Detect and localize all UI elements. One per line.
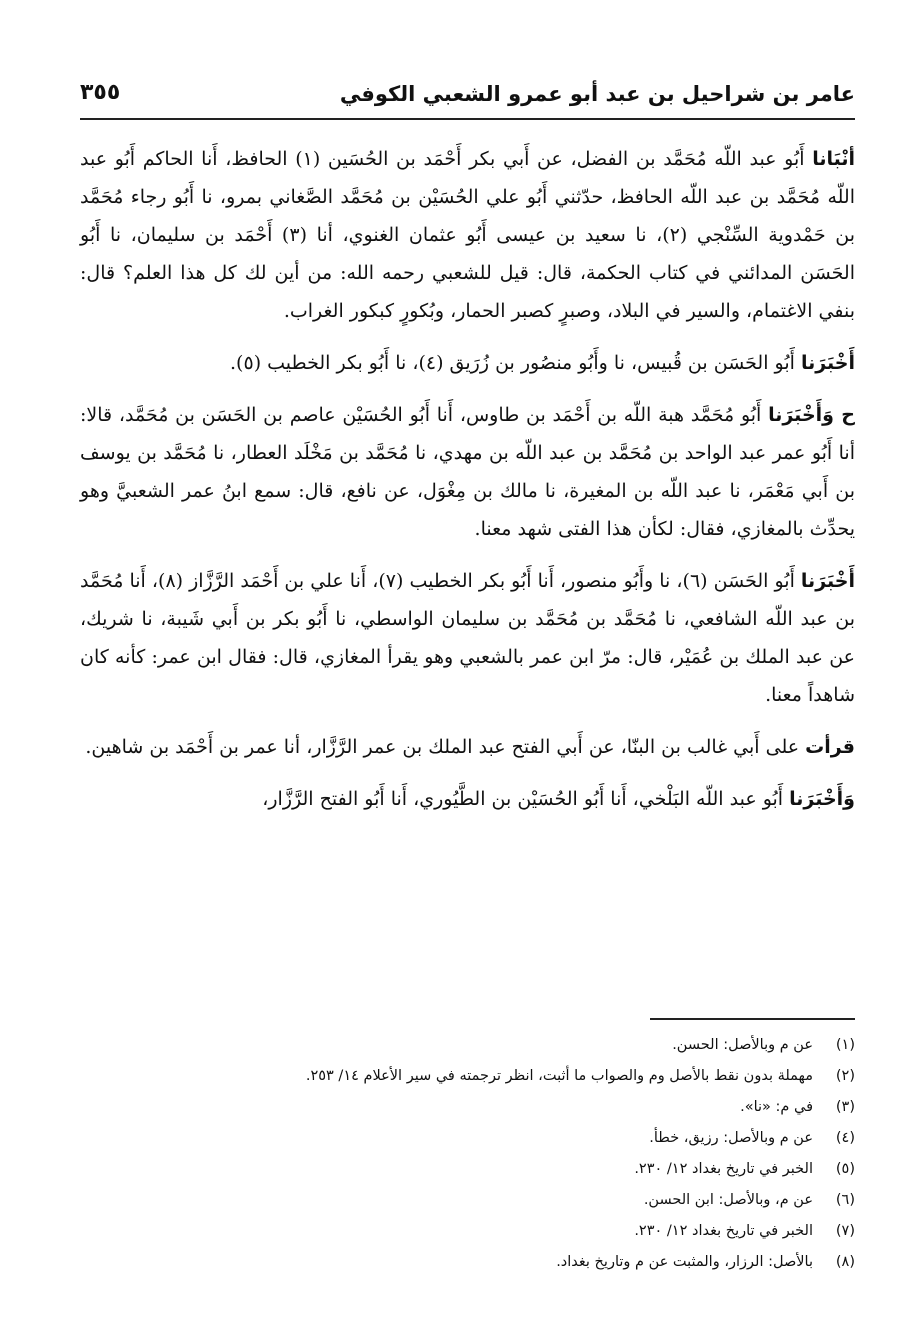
footnote-text: الخبر في تاريخ بغداد ١٢/ ٢٣٠. — [634, 1223, 813, 1239]
paragraph-text: أَبُو عبد اللّه مُحَمَّد بن الفضل، عن أَبي بكر أَحْمَد بن الحُسَين (١) الحافظ، أَنا الحاكم أَبُو عبد اللّه مُحَمَّد بن عبد اللّه الحافظ، حدّثني أَبُو علي الحُسَيْن بن مُحَمَّد الصَّغاني بمرو، نا أَبُو رجاء مُحَمَّد بن حَمْدوية السِّنْجي (٢)، نا سعيد بن عيسى أَبُو عثمان الغنوي، أنا (٣) أَحْمَد بن سليمان، نا أَبُو الحَسَن المدائني في كتاب الحكمة، قال: قيل للشعبي رحمه الله: من أين لك كل هذا العلم؟ قال: بنفي الاغتمام، والسير في البلاد، وصبرٍ كصبر الحمار، وبُكورٍ كبكور الغراب. — [80, 148, 855, 322]
paragraph-text: على أَبي غالب بن البنّا، عن أَبي الفتح عبد الملك بن عمر الرَّزَّار، أنا عمر بن أَحْمَد بن شاهين. — [85, 736, 806, 758]
footnote-number: (٨) — [835, 1254, 855, 1270]
paragraph-lead-word: أَخْبَرَنا — [800, 570, 855, 592]
footnote — [80, 1185, 855, 1216]
paragraph-text: أَبُو الحَسَن بن قُبيس، نا وأَبُو منصُور بن زُرَيق (٤)، نا أَبُو بكر الخطيب (٥). — [230, 352, 801, 374]
footnote-text: الخبر في تاريخ بغداد ١٢/ ٢٣٠. — [634, 1161, 813, 1177]
footnote-text: عن م، وبالأصل: ابن الحسن. — [643, 1192, 813, 1208]
footnote-number: (٣) — [835, 1099, 855, 1115]
footnote-number: (٦) — [835, 1192, 855, 1208]
main-text — [80, 140, 855, 832]
running-header — [80, 78, 855, 120]
footnote-number: (٧) — [835, 1223, 855, 1239]
paragraph-lead-word: أَخْبَرَنا — [800, 352, 855, 374]
paragraph — [80, 140, 855, 330]
footnote — [80, 1061, 855, 1092]
page-number: ٣٥٥ — [80, 80, 121, 105]
paragraph — [80, 728, 855, 766]
paragraph-lead-word: ح وَأَخْبَرَنا — [768, 404, 855, 426]
footnote — [80, 1030, 855, 1061]
footnotes — [80, 1030, 855, 1278]
paragraph-text: أَبُو مُحَمَّد هبة اللّه بن أَحْمَد بن طاوس، أَنا أَبُو الحُسَيْن عاصم بن الحَسَن بن مُحَمَّد، قالا: أنا أَبُو عمر عبد الواحد بن مُحَمَّد بن عبد اللّه بن مهدي، نا مُحَمَّد بن مَخْلَد العطار، نا مُحَمَّد بن يوسف بن أَبي مَعْمَر، نا عبد اللّه بن المغيرة، نا مالك بن مِغْوَل، عن نافع، قال: سمع ابنُ عمر الشعبيَّ وهو يحدِّث بالمغازي، فقال: لكأن هذا الفتى شهد معنا. — [80, 404, 855, 540]
paragraph — [80, 344, 855, 382]
footnote — [80, 1092, 855, 1123]
footnote-number: (٥) — [835, 1161, 855, 1177]
footnote-text: بالأصل: الرزار، والمثبت عن م وتاريخ بغداد. — [556, 1254, 813, 1270]
paragraph-text: أَبُو الحَسَن (٦)، نا وأَبُو منصور، أَنا أَبُو بكر الخطيب (٧)، أَنا علي بن أَحْمَد الرَّزَّاز (٨)، أَنا مُحَمَّد بن عبد اللّه الشافعي، نا مُحَمَّد بن مُحَمَّد بن سليمان الواسطي، نا أَبُو بكر بن أَبي شَيبة، نا شريك، عن عبد الملك بن عُمَيْر، قال: مرّ ابن عمر بالشعبي وهو يقرأ المغازي، قال: فقال ابن عمر: كأنه كان شاهداً معنا. — [80, 570, 855, 706]
paragraph-lead-word: قرأت — [805, 736, 855, 758]
paragraph-lead-word: وَأَخْبَرَنا — [789, 788, 855, 810]
header-title: عامر بن شراحيل بن عبد أبو عمرو الشعبي الكوفي — [339, 82, 855, 106]
paragraph-lead-word: أنْبَانا — [812, 148, 856, 170]
footnote-number: (٤) — [835, 1130, 855, 1146]
footnote-divider — [650, 1018, 855, 1020]
footnote-text: في م: «نا». — [740, 1099, 813, 1115]
footnote-text: عن م وبالأصل: الحسن. — [672, 1037, 813, 1053]
paragraph-text: أَبُو عبد اللّه البَلْخي، أَنا أَبُو الحُسَيْن بن الطَّيُوري، أَنا أَبُو الفتح الرَّزَّار، — [262, 788, 790, 810]
paragraph — [80, 562, 855, 714]
footnote — [80, 1247, 855, 1278]
footnote — [80, 1154, 855, 1185]
paragraph — [80, 396, 855, 548]
footnote-text: عن م وبالأصل: رزيق، خطأ. — [649, 1130, 813, 1146]
footnote — [80, 1216, 855, 1247]
paragraph — [80, 780, 855, 818]
footnote-text: مهملة بدون نقط بالأصل وم والصواب ما أثبت، انظر ترجمته في سير الأعلام ١٤/ ٢٥٣. — [305, 1068, 813, 1084]
footnote-number: (١) — [835, 1037, 855, 1053]
footnote — [80, 1123, 855, 1154]
footnote-number: (٢) — [835, 1068, 855, 1084]
